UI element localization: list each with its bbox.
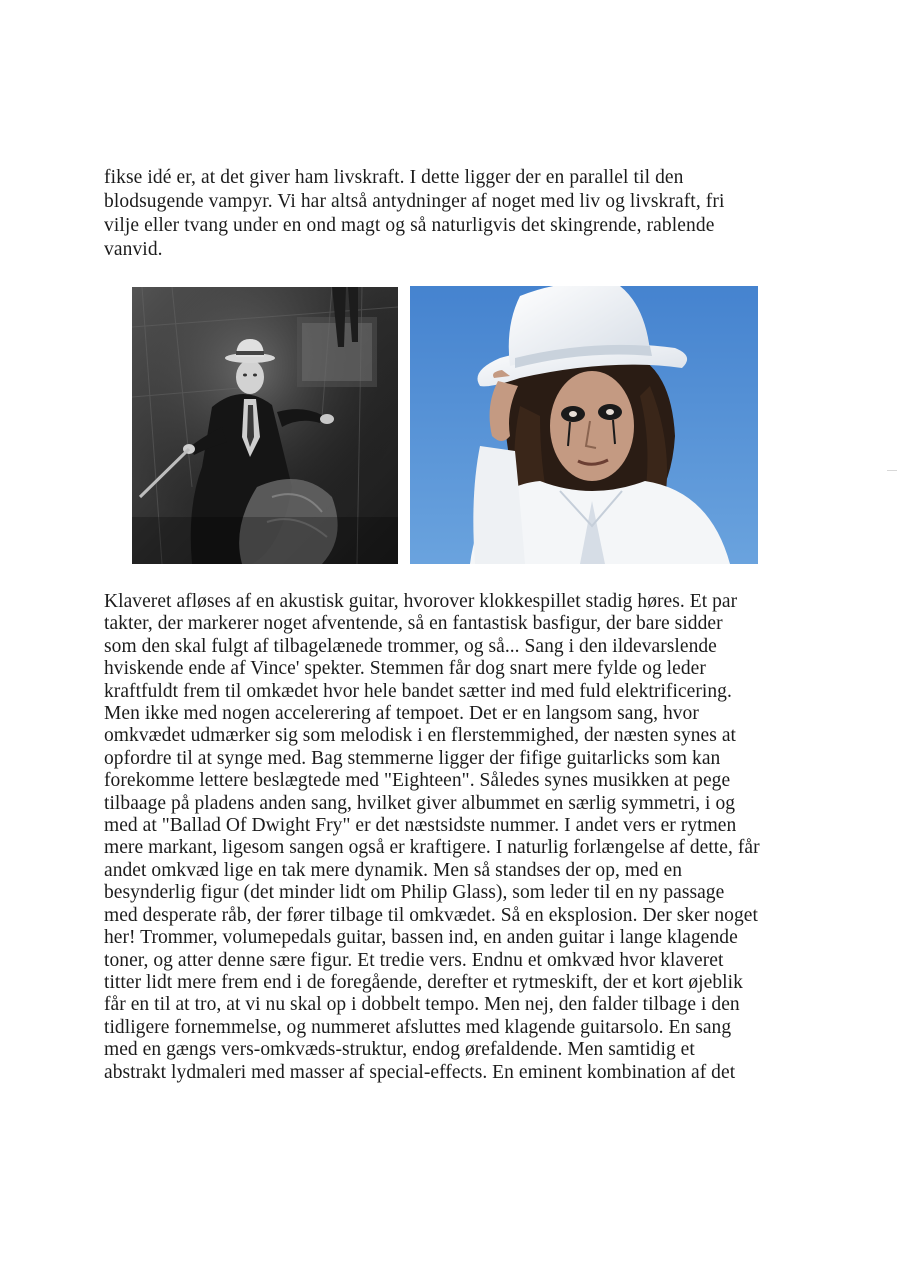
text-line: med desperate råb, der fører tilbage til omkvædet. Så en eksplosion. Der sker noget	[104, 904, 758, 926]
text-line: takter, der markerer noget afventende, så en fantastisk basfigur, der bare sidder	[104, 613, 723, 635]
color-portrait-photo-white-top-hat-icon	[410, 286, 758, 564]
portrait-photo	[410, 286, 758, 564]
text-line: abstrakt lydmaleri med masser af special-effects. En eminent kombination af det	[104, 1061, 736, 1083]
black-and-white-film-still-photo-icon	[132, 287, 398, 564]
text-line: vilje eller tvang under en ond magt og så naturligvis det skingrende, rablende	[104, 215, 715, 236]
text-line: her! Trommer, volumepedals guitar, bassen ind, en anden guitar i lange klagende	[104, 927, 738, 949]
text-line: blodsugende vampyr. Vi har altså antydninger af noget med liv og livskraft, fri	[104, 191, 725, 212]
text-line: fikse idé er, at det giver ham livskraft. I dette ligger der en parallel til den	[104, 167, 684, 188]
text-line: opfordre til at synge med. Bag stemmerne ligger der fifige guitarlicks som kan	[104, 747, 721, 769]
text-line: tidligere fornemmelse, og nummeret afsluttes med klagende guitarsolo. En sang	[104, 1016, 732, 1038]
film-still-photo	[132, 287, 398, 564]
text-line: får en til at tro, at vi nu skal op i dobbelt tempo. Men nej, den falder tilbage i den	[104, 994, 740, 1016]
text-line: kraftfuldt frem til omkædet hvor hele bandet sætter ind med fuld elektrificering.	[104, 680, 732, 702]
text-line: besynderlig figur (det minder lidt om Philip Glass), som leder til en ny passage	[104, 882, 725, 904]
text-line: som den skal fulgt af tilbagelænede trommer, og så... Sang i den ildevarslende	[104, 635, 717, 657]
text-line: omkvædet udmærker sig som melodisk i en flerstemmighed, der næsten synes at	[104, 725, 736, 747]
top-paragraph	[104, 166, 784, 262]
text-line: andet omkvæd lige en tak mere dynamik. Men så standses der op, med en	[104, 859, 683, 881]
text-line: tilbaage på pladens anden sang, hvilket giver albummet en særlig symmetri, i og	[104, 792, 736, 814]
text-line: titter lidt mere frem end i de foregående, derefter et rytmeskift, der et kort øjeblik	[104, 971, 743, 993]
text-line: toner, og atter denne sære figur. Et tredie vers. Endnu et omkvæd hvor klaveret	[104, 949, 724, 971]
text-line: Men ikke med nogen accelerering af tempoet. Det er en langsom sang, hvor	[104, 703, 699, 725]
text-line: Klaveret afløses af en akustisk guitar, hvorover klokkespillet stadig høres. Et par	[104, 591, 738, 612]
text-line: med en gængs vers-omkvæds-struktur, endog ørefaldende. Men samtidig et	[104, 1039, 695, 1061]
text-line: mere markant, ligesom sangen også er kraftigere. I naturlig forlængelse af dette, får	[104, 837, 760, 859]
scan-edge-mark	[887, 470, 897, 471]
text-line: hviskende ende af Vince' spekter. Stemmen får dog snart mere fylde og leder	[104, 658, 706, 680]
text-line: vanvid.	[104, 239, 163, 260]
text-line: forekomme lettere beslægtede med "Eighteen". Således synes musikken at pege	[104, 770, 731, 792]
text-line: med at "Ballad Of Dwight Fry" er det næstsidste nummer. I andet vers er rytmen	[104, 815, 737, 837]
main-paragraph	[104, 591, 804, 1084]
